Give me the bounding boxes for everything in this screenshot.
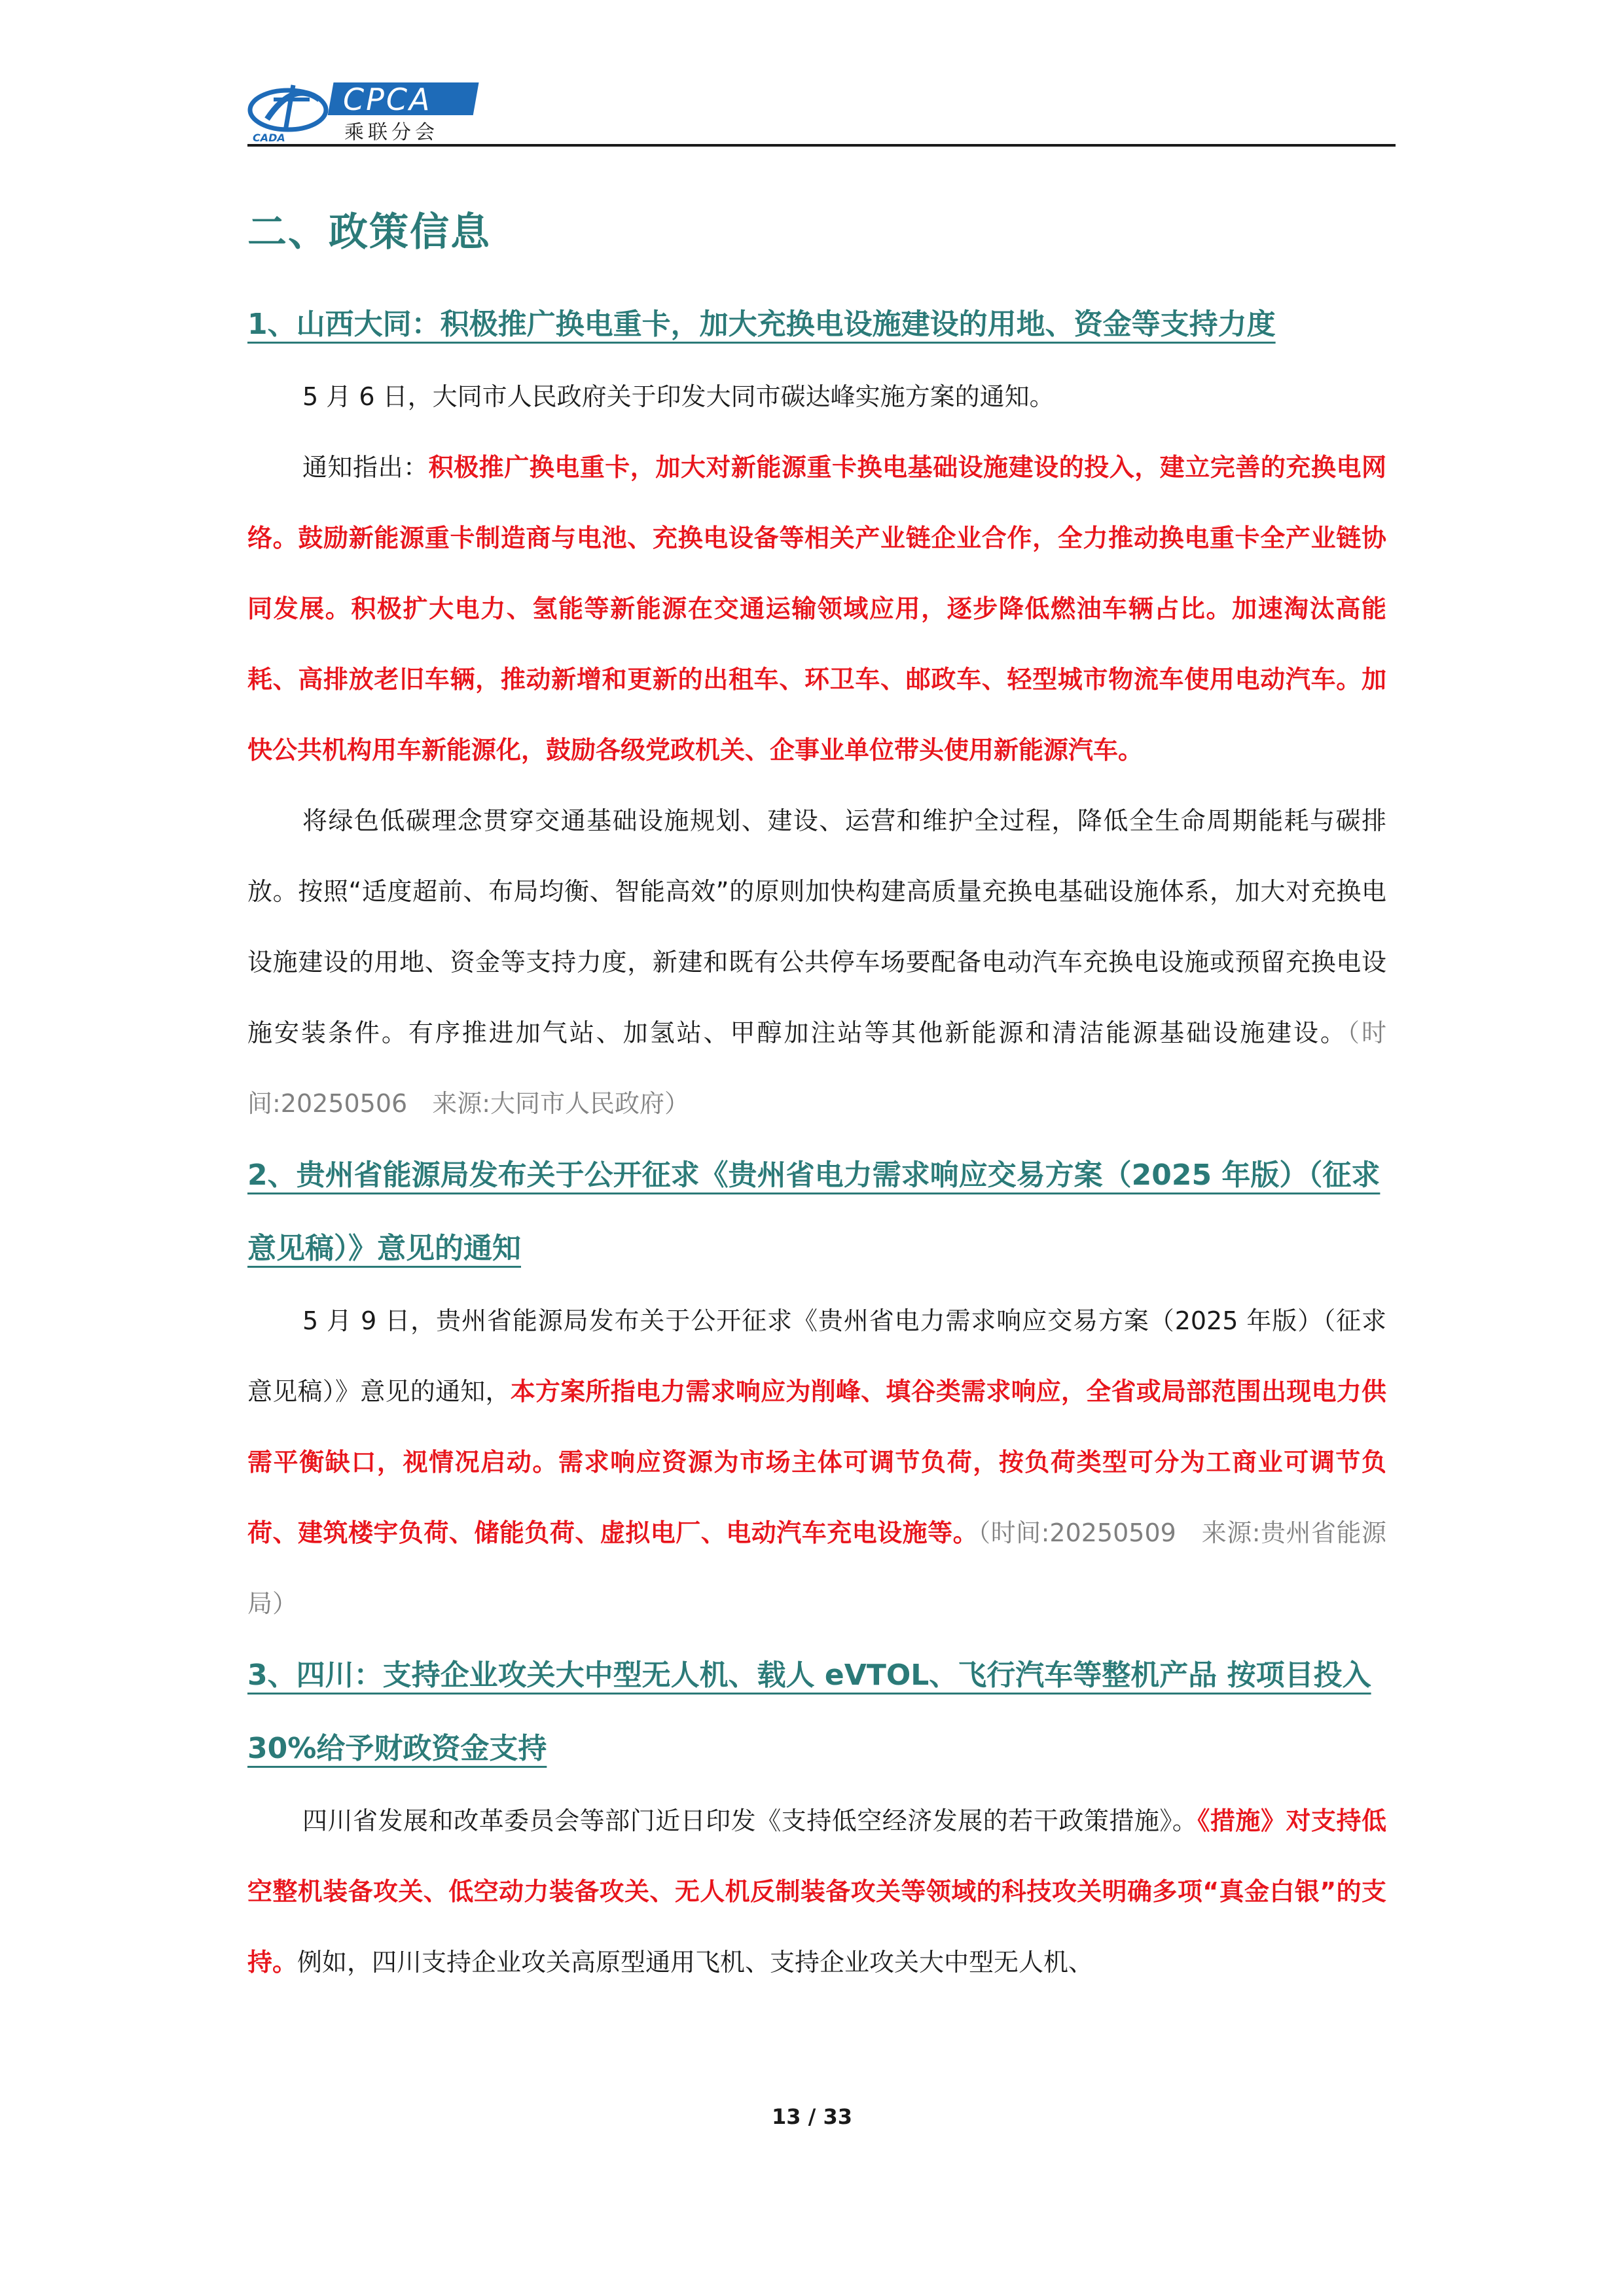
item-2-title: 2、贵州省能源局发布关于公开征求《贵州省电力需求响应交易方案（2025 年版）（征求意见稿）》意见的通知 [247,1158,1380,1265]
item-1-paragraph-1: 5 月 6 日，大同市人民政府关于印发大同市碳达峰实施方案的通知。 [302,382,1055,411]
section-title: 二、政策信息 [247,209,491,255]
item-1-highlight: 积极推广换电重卡，加大对新能源重卡换电基础设施建设的投入，建立完善的充换电网络。鼓励新能源重卡制造商与电池、充换电设备等相关产业链企业合作，全力推动换电重卡全产业链协同发展。积极扩大电力、氢能等新能源在交通运输领域应用，逐步降低燃油车辆占比。加速淘汰高能耗、高排放老旧车辆，推动新增和更新的出租车、环卫车、邮政车、轻型城市物流车使用电动汽车。加快公共机构用车新能源化，鼓励各级党政机关、企事业单位带头使用新能源汽车。 [247,453,1386,764]
item-3-title: 3、四川：支持企业攻关大中型无人机、载人 eVTOL、飞行汽车等整机产品 按项目投入 30%给予财政资金支持 [247,1659,1371,1765]
item-2-paragraph-1 [247,1285,1386,1639]
header-rule [247,144,1396,147]
page-number: 13 / 33 [771,2104,853,2129]
item-3-lead: 四川省发展和改革委员会等部门近日印发《支持低空经济发展的若干政策措施》。 [302,1806,1198,1835]
item-2-highlight: 本方案所指电力需求响应为削峰、填谷类需求响应，全省或局部范围出现电力供需平衡缺口，视情况启动。需求响应资源为市场主体可调节负荷，按负荷类型可分为工商业可调节负荷、建筑楼宇负荷、储能负荷、虚拟电厂、电动汽车充电设施等。 [247,1377,1386,1547]
item-1-title: 1、山西大同：积极推广换电重卡，加大充换电设施建设的用地、资金等支持力度 [247,308,1276,341]
item-1-source: （时间:20250506 来源:大同市人民政府） [247,1018,1386,1118]
logo-subtext: 乘联分会 [344,121,439,144]
item-3-tail: 例如，四川支持企业攻关高原型通用飞机、支持企业攻关大中型无人机、 [297,1948,1094,1977]
item-3-highlight: 《措施》对支持低空整机装备攻关、低空动力装备攻关、无人机反制装备攻关等领域的科技攻关明确多项“真金白银”的支持。 [247,1806,1386,1977]
item-1-paragraph-2 [247,432,1386,785]
item-2-lead: 5 月 9 日，贵州省能源局发布关于公开征求《贵州省电力需求响应交易方案（2025 年版）（征求意见稿）》意见的通知， [247,1306,1386,1406]
item-2-source: （时间:20250509 来源:贵州省能源局） [247,1518,1386,1618]
logo-text: CPCA [343,82,432,117]
item-1-paragraph-3 [247,785,1386,1139]
item-1-body: 将绿色低碳理念贯穿交通基础设施规划、建设、运营和维护全过程，降低全生命周期能耗与碳排放。按照“适度超前、布局均衡、智能高效”的原则加快构建高质量充换电基础设施体系，加大对充换电设施建设的用地、资金等支持力度，新建和既有公共停车场要配备电动汽车充换电设施或预留充换电设施安装条件。有序推进加气站、加氢站、甲醇加注站等其他新能源和清洁能源基础设施建设。 [247,806,1386,1047]
item-1-lead: 通知指出： [302,453,429,482]
document-body [247,196,1386,1998]
item-3-paragraph-1 [247,1785,1386,1998]
cpca-logo [247,73,490,144]
logo-small-text: CADA [253,132,285,144]
page-header [247,65,1394,148]
